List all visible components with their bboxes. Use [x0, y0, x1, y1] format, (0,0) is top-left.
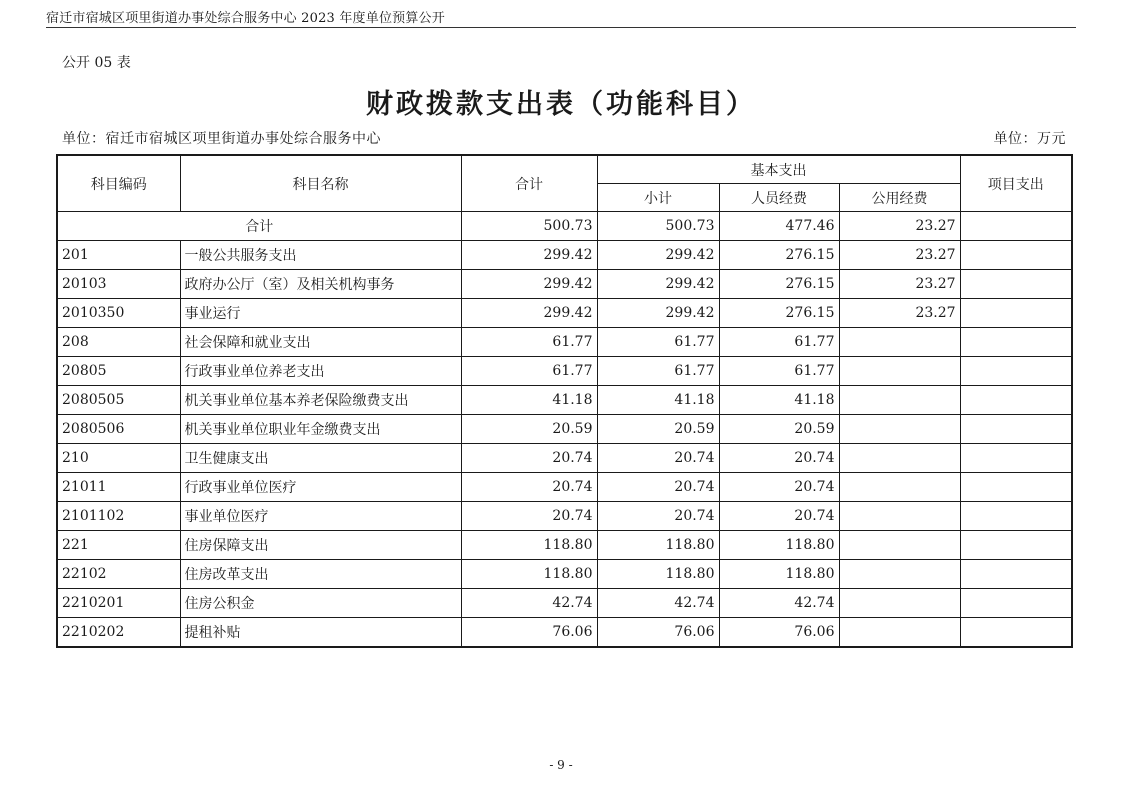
cell-code: 208: [57, 328, 180, 357]
table-row: [57, 386, 1072, 415]
table-tag: 公开 05 表: [62, 55, 131, 71]
cell-code: 20805: [57, 357, 180, 386]
cell-total: 20.74: [461, 444, 597, 473]
cell-personnel: 276.15: [719, 270, 839, 299]
cell-code: 210: [57, 444, 180, 473]
cell-personnel: 41.18: [719, 386, 839, 415]
header-rule: [46, 27, 1076, 28]
col-header-code: 科目编码: [57, 155, 180, 212]
cell-public: 23.27: [839, 241, 960, 270]
col-header-project: 项目支出: [960, 155, 1072, 212]
cell-code: 2210202: [57, 618, 180, 648]
cell-total: 20.59: [461, 415, 597, 444]
cell-name: 行政事业单位医疗: [180, 473, 461, 502]
page-number: - 9 -: [549, 758, 573, 772]
cell-public: [839, 473, 960, 502]
table-row: [57, 444, 1072, 473]
cell-total: 20.74: [461, 473, 597, 502]
cell-name: 事业单位医疗: [180, 502, 461, 531]
currency-unit: 单位：万元: [993, 131, 1066, 147]
cell-subtotal: 118.80: [597, 531, 719, 560]
cell-public: 23.27: [839, 270, 960, 299]
total-label: 合计: [57, 212, 461, 241]
col-header-public: 公用经费: [839, 184, 960, 212]
cell-subtotal: 76.06: [597, 618, 719, 648]
cell-subtotal: 20.74: [597, 444, 719, 473]
cell-total: 41.18: [461, 386, 597, 415]
cell-subtotal: 20.74: [597, 502, 719, 531]
cell-code: 221: [57, 531, 180, 560]
table-row: [57, 328, 1072, 357]
cell-public: [839, 386, 960, 415]
unit-name: 单位：宿迁市宿城区项里街道办事处综合服务中心: [62, 131, 381, 147]
cell-name: 政府办公厅（室）及相关机构事务: [180, 270, 461, 299]
cell-project: [960, 270, 1072, 299]
cell-total: 299.42: [461, 241, 597, 270]
cell-name: 事业运行: [180, 299, 461, 328]
cell-total: 20.74: [461, 502, 597, 531]
cell-public: [839, 357, 960, 386]
running-header: 宿迁市宿城区项里街道办事处综合服务中心 2023 年度单位预算公开: [46, 11, 445, 26]
cell-name: 住房保障支出: [180, 531, 461, 560]
col-header-subtotal: 小计: [597, 184, 719, 212]
cell-subtotal: 41.18: [597, 386, 719, 415]
cell-public: [839, 531, 960, 560]
table-row: [57, 299, 1072, 328]
cell-code: 20103: [57, 270, 180, 299]
col-header-total: 合计: [461, 155, 597, 212]
cell-project: [960, 357, 1072, 386]
table-row: [57, 473, 1072, 502]
cell-total: 500.73: [461, 212, 597, 241]
cell-project: [960, 502, 1072, 531]
table-row: [57, 618, 1072, 648]
col-header-personnel: 人员经费: [719, 184, 839, 212]
cell-personnel: 61.77: [719, 357, 839, 386]
cell-personnel: 20.74: [719, 502, 839, 531]
cell-subtotal: 299.42: [597, 270, 719, 299]
cell-project: [960, 531, 1072, 560]
cell-public: [839, 502, 960, 531]
cell-public: 23.27: [839, 299, 960, 328]
cell-project: [960, 299, 1072, 328]
page-title: 财政拨款支出表（功能科目）: [366, 89, 756, 120]
cell-code: 2101102: [57, 502, 180, 531]
table-row: [57, 589, 1072, 618]
cell-subtotal: 20.74: [597, 473, 719, 502]
cell-code: 2080505: [57, 386, 180, 415]
cell-public: [839, 589, 960, 618]
cell-total: 61.77: [461, 328, 597, 357]
cell-name: 社会保障和就业支出: [180, 328, 461, 357]
cell-project: [960, 328, 1072, 357]
table-row: [57, 357, 1072, 386]
cell-name: 住房公积金: [180, 589, 461, 618]
cell-personnel: 118.80: [719, 531, 839, 560]
cell-total: 61.77: [461, 357, 597, 386]
cell-personnel: 20.74: [719, 473, 839, 502]
cell-public: [839, 618, 960, 648]
budget-table: [56, 154, 1073, 648]
cell-project: [960, 386, 1072, 415]
cell-code: 22102: [57, 560, 180, 589]
cell-code: 201: [57, 241, 180, 270]
cell-code: 2080506: [57, 415, 180, 444]
cell-project: [960, 618, 1072, 648]
cell-subtotal: 299.42: [597, 241, 719, 270]
table-row-total: [57, 212, 1072, 241]
cell-subtotal: 299.42: [597, 299, 719, 328]
cell-name: 卫生健康支出: [180, 444, 461, 473]
cell-code: 2210201: [57, 589, 180, 618]
cell-total: 299.42: [461, 299, 597, 328]
col-header-name: 科目名称: [180, 155, 461, 212]
cell-name: 住房改革支出: [180, 560, 461, 589]
cell-name: 机关事业单位基本养老保险缴费支出: [180, 386, 461, 415]
table-row: [57, 502, 1072, 531]
cell-subtotal: 20.59: [597, 415, 719, 444]
cell-name: 提租补贴: [180, 618, 461, 648]
cell-name: 行政事业单位养老支出: [180, 357, 461, 386]
table-row: [57, 531, 1072, 560]
cell-total: 42.74: [461, 589, 597, 618]
cell-project: [960, 241, 1072, 270]
cell-code: 21011: [57, 473, 180, 502]
cell-public: [839, 328, 960, 357]
cell-name: 机关事业单位职业年金缴费支出: [180, 415, 461, 444]
cell-personnel: 20.74: [719, 444, 839, 473]
cell-subtotal: 61.77: [597, 357, 719, 386]
cell-personnel: 276.15: [719, 299, 839, 328]
cell-personnel: 118.80: [719, 560, 839, 589]
cell-public: 23.27: [839, 212, 960, 241]
cell-personnel: 61.77: [719, 328, 839, 357]
table-row: [57, 270, 1072, 299]
cell-project: [960, 560, 1072, 589]
cell-total: 299.42: [461, 270, 597, 299]
cell-personnel: 276.15: [719, 241, 839, 270]
cell-project: [960, 415, 1072, 444]
table-row: [57, 241, 1072, 270]
table-row: [57, 560, 1072, 589]
table-row: [57, 415, 1072, 444]
cell-public: [839, 444, 960, 473]
cell-public: [839, 415, 960, 444]
cell-code: 2010350: [57, 299, 180, 328]
col-header-basic: 基本支出: [597, 155, 960, 184]
cell-personnel: 477.46: [719, 212, 839, 241]
cell-project: [960, 444, 1072, 473]
cell-personnel: 76.06: [719, 618, 839, 648]
cell-total: 76.06: [461, 618, 597, 648]
cell-subtotal: 61.77: [597, 328, 719, 357]
cell-project: [960, 212, 1072, 241]
cell-total: 118.80: [461, 531, 597, 560]
cell-subtotal: 118.80: [597, 560, 719, 589]
cell-subtotal: 42.74: [597, 589, 719, 618]
cell-name: 一般公共服务支出: [180, 241, 461, 270]
cell-personnel: 42.74: [719, 589, 839, 618]
cell-public: [839, 560, 960, 589]
cell-project: [960, 589, 1072, 618]
cell-personnel: 20.59: [719, 415, 839, 444]
cell-project: [960, 473, 1072, 502]
cell-subtotal: 500.73: [597, 212, 719, 241]
cell-total: 118.80: [461, 560, 597, 589]
